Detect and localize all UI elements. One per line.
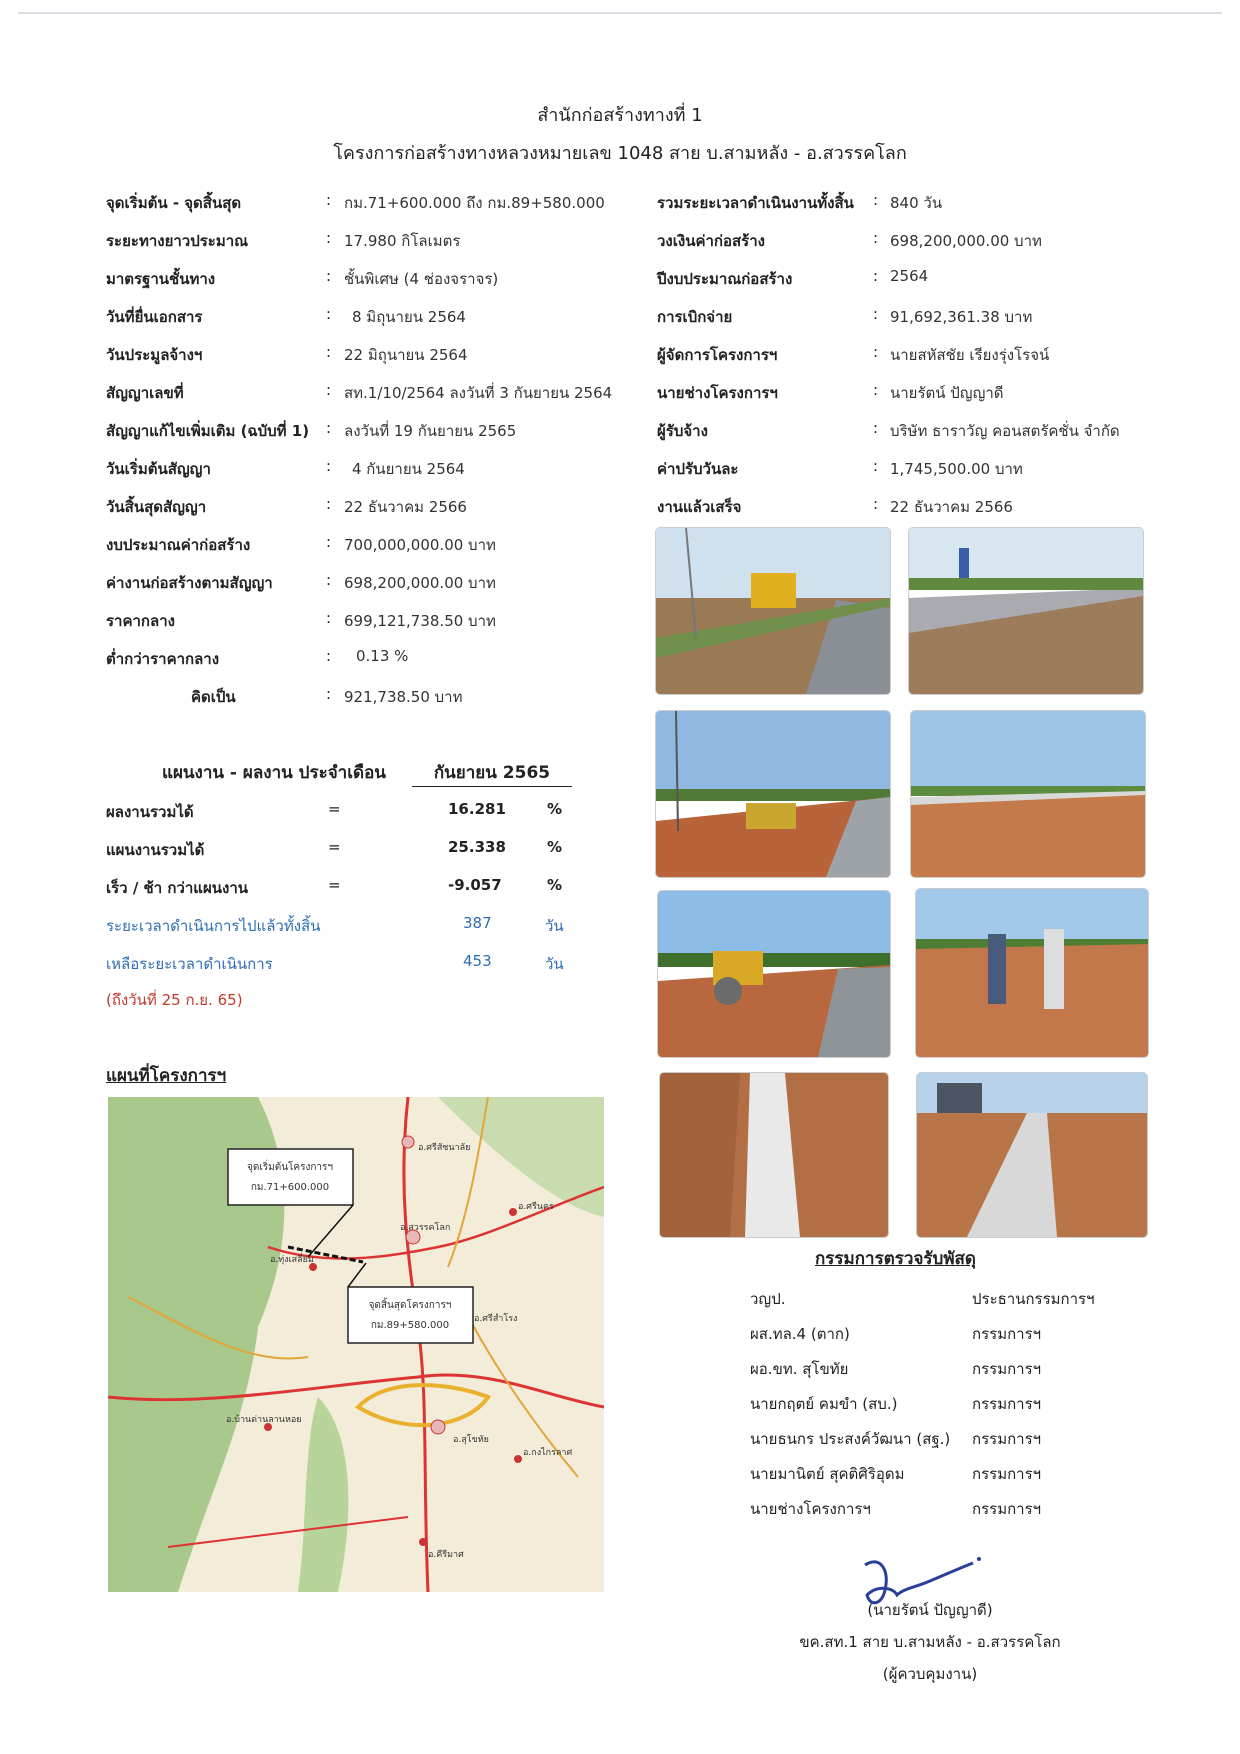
info-value: 921,738.50 บาท (344, 688, 463, 706)
info-value: 700,000,000.00 บาท (344, 536, 496, 554)
committee-member-name: นายธนกร ประสงค์วัฒนา (สฐ.) (750, 1430, 951, 1448)
plan-eq: = (328, 800, 341, 818)
map-title: แผนที่โครงการฯ (106, 1066, 227, 1086)
plan-value: 453 (463, 952, 492, 970)
committee-member-name: นายมานิตย์ สุคติศิริอุดม (750, 1465, 905, 1483)
signer-position: ขค.สท.1 สาย บ.สามหลัง - อ.สวรรคโลก (799, 1633, 1061, 1651)
colon: : (326, 267, 332, 285)
info-label: วันที่ยื่นเอกสาร (106, 308, 203, 326)
site-photo (655, 710, 891, 878)
info-value: 17.980 กิโลเมตร (344, 232, 461, 250)
info-value: 2564 (890, 267, 929, 285)
info-value: สท.1/10/2564 ลงวันที่ 3 กันยายน 2564 (344, 384, 613, 402)
map-place: อ.กงไกรลาศ (523, 1448, 573, 1458)
committee-member-role: กรรมการฯ (972, 1430, 1042, 1448)
info-value: 8 มิถุนายน 2564 (352, 308, 466, 326)
map-start-line1: จุดเริ่มต้นโครงการฯ (246, 1162, 334, 1173)
plan-value: 387 (463, 914, 492, 932)
site-photo (659, 1072, 889, 1238)
plan-unit: % (547, 838, 563, 856)
committee-member-name: ผอ.ขท. สุโขทัย (750, 1360, 849, 1378)
info-value: นายรัตน์ ปัญญาดี (890, 384, 1004, 402)
info-value: 0.13 % (356, 647, 409, 665)
info-label: ราคากลาง (106, 612, 175, 630)
info-value: 22 ธันวาคม 2566 (890, 498, 1013, 516)
map-place: อ.ศรีสัชนาลัย (418, 1143, 471, 1153)
info-label: ปีงบประมาณก่อสร้าง (657, 270, 793, 288)
site-photo (916, 1072, 1148, 1238)
plan-label: ผลงานรวมได้ (106, 803, 194, 821)
info-value: 698,200,000.00 บาท (890, 232, 1042, 250)
map-end-line2: กม.89+580.000 (370, 1320, 450, 1331)
colon: : (326, 609, 332, 627)
colon: : (326, 343, 332, 361)
office-title: สำนักก่อสร้างทางที่ 1 (537, 105, 703, 126)
plan-eq: = (328, 838, 341, 856)
colon: : (873, 343, 879, 361)
plan-label: แผนงานรวมได้ (106, 841, 205, 859)
committee-member-role: กรรมการฯ (972, 1360, 1042, 1378)
colon: : (326, 571, 332, 589)
map-place: อ.บ้านด่านลานหอย (226, 1415, 302, 1425)
colon: : (326, 533, 332, 551)
committee-member-role: กรรมการฯ (972, 1325, 1042, 1343)
colon: : (326, 647, 332, 665)
info-value: 22 มิถุนายน 2564 (344, 346, 468, 364)
colon: : (326, 229, 332, 247)
info-value: 91,692,361.38 บาท (890, 308, 1033, 326)
site-photo (915, 888, 1149, 1058)
info-value: 4 กันยายน 2564 (352, 460, 465, 478)
committee-member-name: ผส.ทล.4 (ตาก) (750, 1325, 850, 1343)
colon: : (326, 305, 332, 323)
colon: : (873, 457, 879, 475)
map-place: อ.คีรีมาศ (428, 1550, 464, 1560)
colon: : (873, 495, 879, 513)
map-place: อ.สวรรคโลก (400, 1223, 451, 1233)
plan-eq: = (328, 876, 341, 894)
colon: : (873, 381, 879, 399)
info-label: การเบิกจ่าย (657, 308, 733, 326)
committee-member-name: นายกฤตย์ คมขำ (สบ.) (750, 1395, 898, 1413)
info-label: ค่างานก่อสร้างตามสัญญา (106, 574, 273, 592)
info-value: 840 วัน (890, 194, 943, 212)
top-rule (18, 12, 1222, 14)
colon: : (326, 457, 332, 475)
colon: : (873, 191, 879, 209)
info-label: ต่ำกว่าราคากลาง (106, 650, 220, 668)
plan-label: เหลือระยะเวลาดำเนินการ (106, 955, 273, 973)
info-value: กม.71+600.000 ถึง กม.89+580.000 (344, 194, 605, 212)
colon: : (326, 419, 332, 437)
plan-value: 25.338 (448, 838, 506, 856)
info-value: ลงวันที่ 19 กันยายน 2565 (344, 422, 517, 440)
info-label: มาตรฐานชั้นทาง (106, 270, 216, 288)
site-photo (908, 527, 1144, 695)
map-end-line1: จุดสิ้นสุดโครงการฯ (368, 1300, 452, 1311)
signer-role: (ผู้ควบคุมงาน) (882, 1665, 978, 1683)
map-place: อ.สุโขทัย (453, 1435, 489, 1445)
colon: : (326, 685, 332, 703)
colon: : (873, 419, 879, 437)
info-label: ค่าปรับวันละ (657, 460, 739, 478)
site-photo (657, 890, 891, 1058)
plan-unit: วัน (545, 917, 564, 935)
info-value: 699,121,738.50 บาท (344, 612, 496, 630)
committee-member-role: ประธานกรรมการฯ (972, 1290, 1095, 1308)
map-place: อ.ทุ่งเสลี่ยม (270, 1255, 314, 1265)
plan-label: เร็ว / ช้า กว่าแผนงาน (106, 879, 248, 897)
info-label: วันประมูลจ้างฯ (106, 346, 203, 364)
info-label: วันสิ้นสุดสัญญา (106, 498, 207, 516)
info-value: 698,200,000.00 บาท (344, 574, 496, 592)
site-photo (910, 710, 1146, 878)
info-label: จุดเริ่มต้น - จุดสิ้นสุด (106, 194, 242, 212)
plan-label: ระยะเวลาดำเนินการไปแล้วทั้งสิ้น (106, 917, 321, 935)
map-place: อ.ศรีนคร (518, 1202, 554, 1212)
committee-member-name: นายช่างโครงการฯ (750, 1500, 871, 1518)
project-map (108, 1097, 604, 1592)
committee-member-role: กรรมการฯ (972, 1395, 1042, 1413)
project-title: โครงการก่อสร้างทางหลวงหมายเลข 1048 สาย บ.สามหลัง - อ.สวรรคโลก (333, 143, 907, 164)
committee-member-role: กรรมการฯ (972, 1500, 1042, 1518)
info-label: งบประมาณค่าก่อสร้าง (106, 536, 251, 554)
colon: : (326, 191, 332, 209)
committee-member-name: วญป. (750, 1290, 786, 1308)
info-label: ระยะทางยาวประมาณ (106, 232, 249, 250)
colon: : (873, 305, 879, 323)
map-start-line2: กม.71+600.000 (250, 1182, 330, 1193)
map-place: อ.ศรีสำโรง (474, 1314, 518, 1324)
info-value: 1,745,500.00 บาท (890, 460, 1023, 478)
info-label: วันเริ่มต้นสัญญา (106, 460, 211, 478)
plan-asof: (ถึงวันที่ 25 ก.ย. 65) (106, 991, 243, 1009)
site-photo (655, 527, 891, 695)
committee-title: กรรมการตรวจรับพัสดุ (815, 1249, 976, 1269)
committee-member-role: กรรมการฯ (972, 1465, 1042, 1483)
info-label: สัญญาแก้ไขเพิ่มเติม (ฉบับที่ 1) (106, 422, 310, 440)
plan-month: กันยายน 2565 (412, 759, 572, 787)
info-label: งานแล้วเสร็จ (657, 498, 742, 516)
colon: : (326, 381, 332, 399)
info-value: บริษัท ธาราวัญ คอนสตรัคชั่น จำกัด (890, 422, 1120, 440)
signer-name: (นายรัตน์ ปัญญาดี) (867, 1601, 993, 1619)
plan-unit: วัน (545, 955, 564, 973)
info-label: สัญญาเลขที่ (106, 384, 184, 402)
colon: : (873, 229, 879, 247)
info-label: ผู้รับจ้าง (657, 422, 708, 440)
plan-unit: % (547, 876, 563, 894)
colon: : (326, 495, 332, 513)
info-label: รวมระยะเวลาดำเนินงานทั้งสิ้น (657, 194, 854, 212)
colon: : (873, 267, 879, 285)
info-value: ชั้นพิเศษ (4 ช่องจราจร) (344, 270, 499, 288)
plan-unit: % (547, 800, 563, 818)
info-label: นายช่างโครงการฯ (657, 384, 778, 402)
info-value: 22 ธันวาคม 2566 (344, 498, 467, 516)
info-label: คิดเป็น (191, 688, 236, 706)
info-label: วงเงินค่าก่อสร้าง (657, 232, 765, 250)
plan-value: -9.057 (448, 876, 502, 894)
info-value: นายสหัสชัย เรียงรุ่งโรจน์ (890, 346, 1050, 364)
plan-title: แผนงาน - ผลงาน ประจำเดือน (162, 763, 386, 783)
info-label: ผู้จัดการโครงการฯ (657, 346, 778, 364)
plan-value: 16.281 (448, 800, 506, 818)
